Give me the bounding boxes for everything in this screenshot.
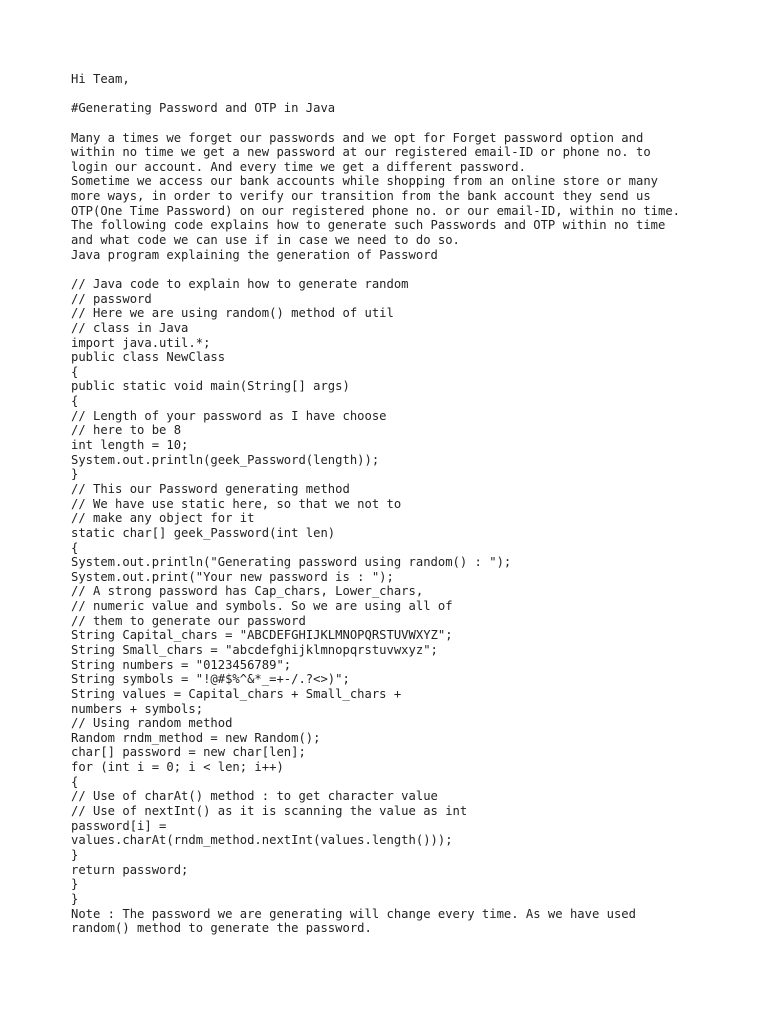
code-line: // Here we are using random() method of util — [71, 306, 394, 321]
code-line: // A strong password has Cap_chars, Lower_chars, — [71, 584, 424, 599]
code-line: // them to generate our password — [71, 613, 306, 628]
spacer — [71, 262, 748, 277]
intro-line: Many a times we forget our passwords and we opt for Forget password option and — [71, 130, 644, 145]
code-line: // class in Java — [71, 320, 189, 335]
spacer — [71, 116, 748, 131]
code-line: // Use of nextInt() as it is scanning the value as int — [71, 804, 468, 819]
code-line: String values = Capital_chars + Small_chars + — [71, 686, 402, 701]
code-line: String symbols = "!@#$%^&*_=+-/.?<>)"; — [71, 672, 350, 687]
intro-line: Java program explaining the generation of Password — [71, 247, 438, 262]
intro-line: The following code explains how to generate such Passwords and OTP within no time — [71, 218, 666, 233]
intro-line: more ways, in order to verify our transition from the bank account they send us — [71, 189, 651, 204]
intro-line: OTP(One Time Password) on our registered phone no. or our email-ID, within no time. — [71, 203, 681, 218]
note-line: Note : The password we are generating will change every time. As we have used — [71, 906, 636, 921]
code-line: System.out.println("Generating password using random() : "); — [71, 555, 512, 570]
code-line: char[] password = new char[len]; — [71, 745, 306, 760]
code-line: // Length of your password as I have choose — [71, 408, 387, 423]
code-line: import java.util.*; — [71, 335, 211, 350]
code-line: values.charAt(rndm_method.nextInt(values.length())); — [71, 833, 453, 848]
code-line: return password; — [71, 862, 189, 877]
code-line: int length = 10; — [71, 438, 189, 453]
intro-line: within no time we get a new password at our registered email-ID or phone no. to — [71, 145, 651, 160]
code-line: } — [71, 891, 79, 906]
note-line: random() method to generate the password. — [71, 921, 372, 936]
intro-paragraph — [71, 131, 748, 263]
code-line: // Use of charAt() method : to get character value — [71, 789, 438, 804]
code-line: // Using random method — [71, 716, 233, 731]
code-line: public static void main(String[] args) — [71, 379, 350, 394]
code-line: // make any object for it — [71, 511, 255, 526]
code-line: // here to be 8 — [71, 423, 182, 438]
spacer — [71, 87, 748, 102]
code-line: String Capital_chars = "ABCDEFGHIJKLMNOPQRSTUVWXYZ"; — [71, 628, 453, 643]
document-heading: #Generating Password and OTP in Java — [71, 101, 336, 116]
code-line: } — [71, 877, 79, 892]
code-line: public class NewClass — [71, 350, 226, 365]
code-line: // Java code to explain how to generate random — [71, 276, 409, 291]
code-line: System.out.println(geek_Password(length)); — [71, 452, 380, 467]
code-line: { — [71, 540, 79, 555]
code-line: // This our Password generating method — [71, 481, 350, 496]
code-line: String numbers = "0123456789"; — [71, 657, 292, 672]
code-line: for (int i = 0; i < len; i++) — [71, 760, 284, 775]
code-line: { — [71, 774, 79, 789]
code-line: // We have use static here, so that we not to — [71, 496, 402, 511]
code-listing — [71, 277, 748, 907]
code-line: System.out.print("Your new password is : "); — [71, 569, 394, 584]
code-line: // numeric value and symbols. So we are using all of — [71, 599, 453, 614]
intro-line: and what code we can use if in case we need to do so. — [71, 233, 460, 248]
code-line: } — [71, 847, 79, 862]
code-line: static char[] geek_Password(int len) — [71, 525, 336, 540]
intro-line: login our account. And every time we get a different password. — [71, 159, 526, 174]
code-line: } — [71, 467, 79, 482]
intro-line: Sometime we access our bank accounts while shopping from an online store or many — [71, 174, 658, 189]
code-line: { — [71, 394, 79, 409]
code-line: Random rndm_method = new Random(); — [71, 730, 321, 745]
code-line: numbers + symbols; — [71, 701, 204, 716]
code-line: { — [71, 364, 79, 379]
greeting: Hi Team, — [71, 72, 130, 86]
note-paragraph — [71, 907, 748, 936]
code-line: // password — [71, 291, 152, 306]
code-line: String Small_chars = "abcdefghijklmnopqrstuvwxyz"; — [71, 642, 438, 657]
code-line: password[i] = — [71, 818, 167, 833]
